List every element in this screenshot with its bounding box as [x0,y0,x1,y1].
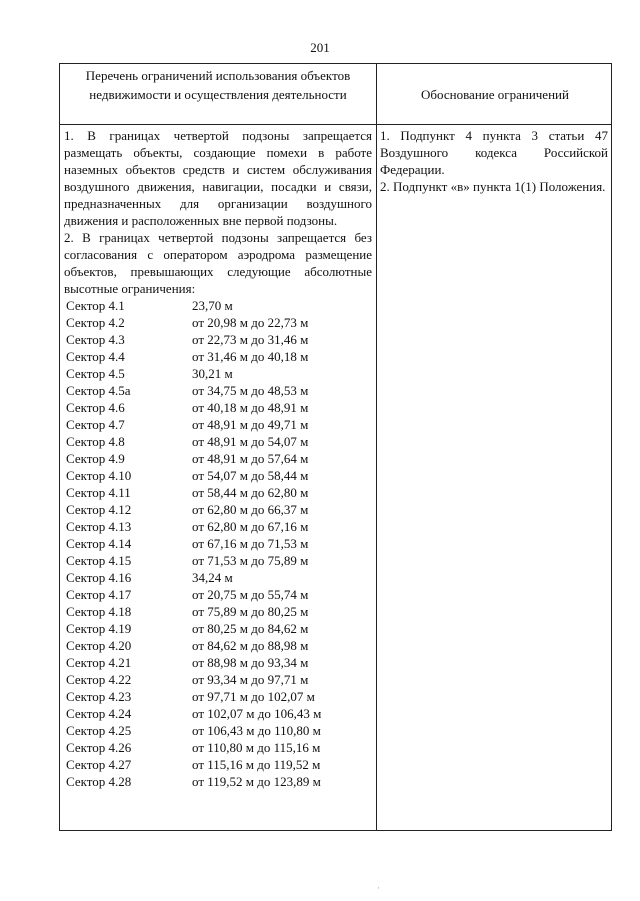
sector-height-limit: от 102,07 м до 106,43 м [192,706,322,721]
sector-height-limit: от 80,25 м до 84,62 м [192,621,309,636]
page-number: 201 [310,40,330,55]
sector-row [64,484,372,501]
restriction-paragraph-2: 2. В границах четвертой подзоны запрещается без согласования с оператором аэродрома размещение объектов, превышающих следующие абсолютные высотные ограничения: [64,230,372,296]
column-divider [376,64,377,830]
sector-name: Сектор 4.7 [66,417,125,432]
sector-row [64,773,372,790]
sector-height-limit: от 48,91 м до 54,07 м [192,434,309,449]
sector-name: Сектор 4.9 [66,451,125,466]
sector-row [64,365,372,382]
sector-name: Сектор 4.19 [66,621,132,636]
sector-row [64,756,372,773]
restrictions-table [59,63,612,831]
sector-row [64,586,372,603]
sector-name: Сектор 4.17 [66,587,132,602]
sector-row [64,297,372,314]
sector-row [64,654,372,671]
sector-name: Сектор 4.27 [66,757,132,772]
sector-row [64,688,372,705]
sector-row [64,552,372,569]
header-divider [60,124,611,125]
sector-row [64,501,372,518]
sector-name: Сектор 4.4 [66,349,125,364]
sector-height-limit: от 40,18 м до 48,91 м [192,400,309,415]
sector-name: Сектор 4.21 [66,655,132,670]
sector-row [64,399,372,416]
sector-height-limit: от 71,53 м до 75,89 м [192,553,309,568]
sector-height-limit: от 62,80 м до 66,37 м [192,502,309,517]
sector-row [64,416,372,433]
restriction-paragraph-1: 1. В границах четвертой подзоны запрещается размещать объекты, создающие помехи в работе наземных объектов средств и систем обслуживания воздушного движения, навигации, посадки и связи, предназначенных для организации воздушного движения и расположенных вне первой подзоны. [64,128,372,228]
sector-height-limit: от 67,16 м до 71,53 м [192,536,309,551]
justification-paragraph-2: 2. Подпункт «в» пункта 1(1) Положения. [380,179,606,194]
sector-row [64,705,372,722]
sector-name: Сектор 4.14 [66,536,132,551]
sector-height-limit: от 119,52 м до 123,89 м [192,774,321,789]
scan-mark: · [377,883,380,893]
sector-height-limit: от 20,75 м до 55,74 м [192,587,309,602]
sector-height-limit: от 115,16 м до 119,52 м [192,757,321,772]
sector-row [64,603,372,620]
sector-row [64,450,372,467]
sector-name: Сектор 4.2 [66,315,125,330]
sector-name: Сектор 4.24 [66,706,132,721]
sector-height-limit: от 97,71 м до 102,07 м [192,689,315,704]
sector-row [64,348,372,365]
sector-name: Сектор 4.20 [66,638,132,653]
header-restrictions-list: Перечень ограничений использования объектов недвижимости и осуществления деятельности [85,68,351,102]
sector-height-limit: от 93,34 м до 97,71 м [192,672,309,687]
sector-name: Сектор 4.18 [66,604,132,619]
sector-row [64,433,372,450]
sector-row [64,739,372,756]
sector-height-limit: от 58,44 м до 62,80 м [192,485,309,500]
sector-height-limit: от 106,43 м до 110,80 м [192,723,321,738]
sector-height-limit: от 54,07 м до 58,44 м [192,468,309,483]
sector-name: Сектор 4.15 [66,553,132,568]
justification-paragraph-1: 1. Подпункт 4 пункта 3 статьи 47 Воздушного кодекса Российской Федерации. [380,128,608,177]
sector-height-limit: от 75,89 м до 80,25 м [192,604,309,619]
sector-height-limit: от 48,91 м до 57,64 м [192,451,309,466]
sector-row [64,467,372,484]
sector-name: Сектор 4.6 [66,400,125,415]
sector-name: Сектор 4.3 [66,332,125,347]
sector-row [64,620,372,637]
sector-name: Сектор 4.11 [66,485,131,500]
sector-name: Сектор 4.12 [66,502,132,517]
header-justification: Обоснование ограничений [421,87,569,102]
sector-name: Сектор 4.16 [66,570,132,585]
sector-height-limit: от 110,80 м до 115,16 м [192,740,321,755]
sector-height-limit: от 22,73 м до 31,46 м [192,332,309,347]
sector-height-limit: от 48,91 м до 49,71 м [192,417,309,432]
sector-row [64,314,372,331]
sector-row [64,331,372,348]
restrictions-cell [64,127,372,790]
sector-name: Сектор 4.22 [66,672,132,687]
sector-row [64,535,372,552]
sector-name: Сектор 4.28 [66,774,132,789]
sector-height-limit: от 20,98 м до 22,73 м [192,315,309,330]
sector-name: Сектор 4.5 [66,366,125,381]
sector-row [64,637,372,654]
sector-name: Сектор 4.13 [66,519,132,534]
sector-name: Сектор 4.10 [66,468,132,483]
sector-name: Сектор 4.25 [66,723,132,738]
sector-height-limit: 23,70 м [192,298,233,313]
sector-row [64,671,372,688]
sector-row [64,382,372,399]
sector-list [64,297,372,790]
sector-height-limit: от 84,62 м до 88,98 м [192,638,309,653]
sector-row [64,569,372,586]
sector-height-limit: 34,24 м [192,570,233,585]
sector-row [64,518,372,535]
sector-name: Сектор 4.1 [66,298,125,313]
sector-row [64,722,372,739]
sector-height-limit: от 34,75 м до 48,53 м [192,383,309,398]
sector-height-limit: от 31,46 м до 40,18 м [192,349,309,364]
sector-height-limit: 30,21 м [192,366,233,381]
sector-height-limit: от 88,98 м до 93,34 м [192,655,309,670]
justification-cell [380,127,608,195]
sector-name: Сектор 4.8 [66,434,125,449]
sector-name: Сектор 4.23 [66,689,132,704]
sector-height-limit: от 62,80 м до 67,16 м [192,519,309,534]
sector-name: Сектор 4.5а [66,383,131,398]
sector-name: Сектор 4.26 [66,740,132,755]
